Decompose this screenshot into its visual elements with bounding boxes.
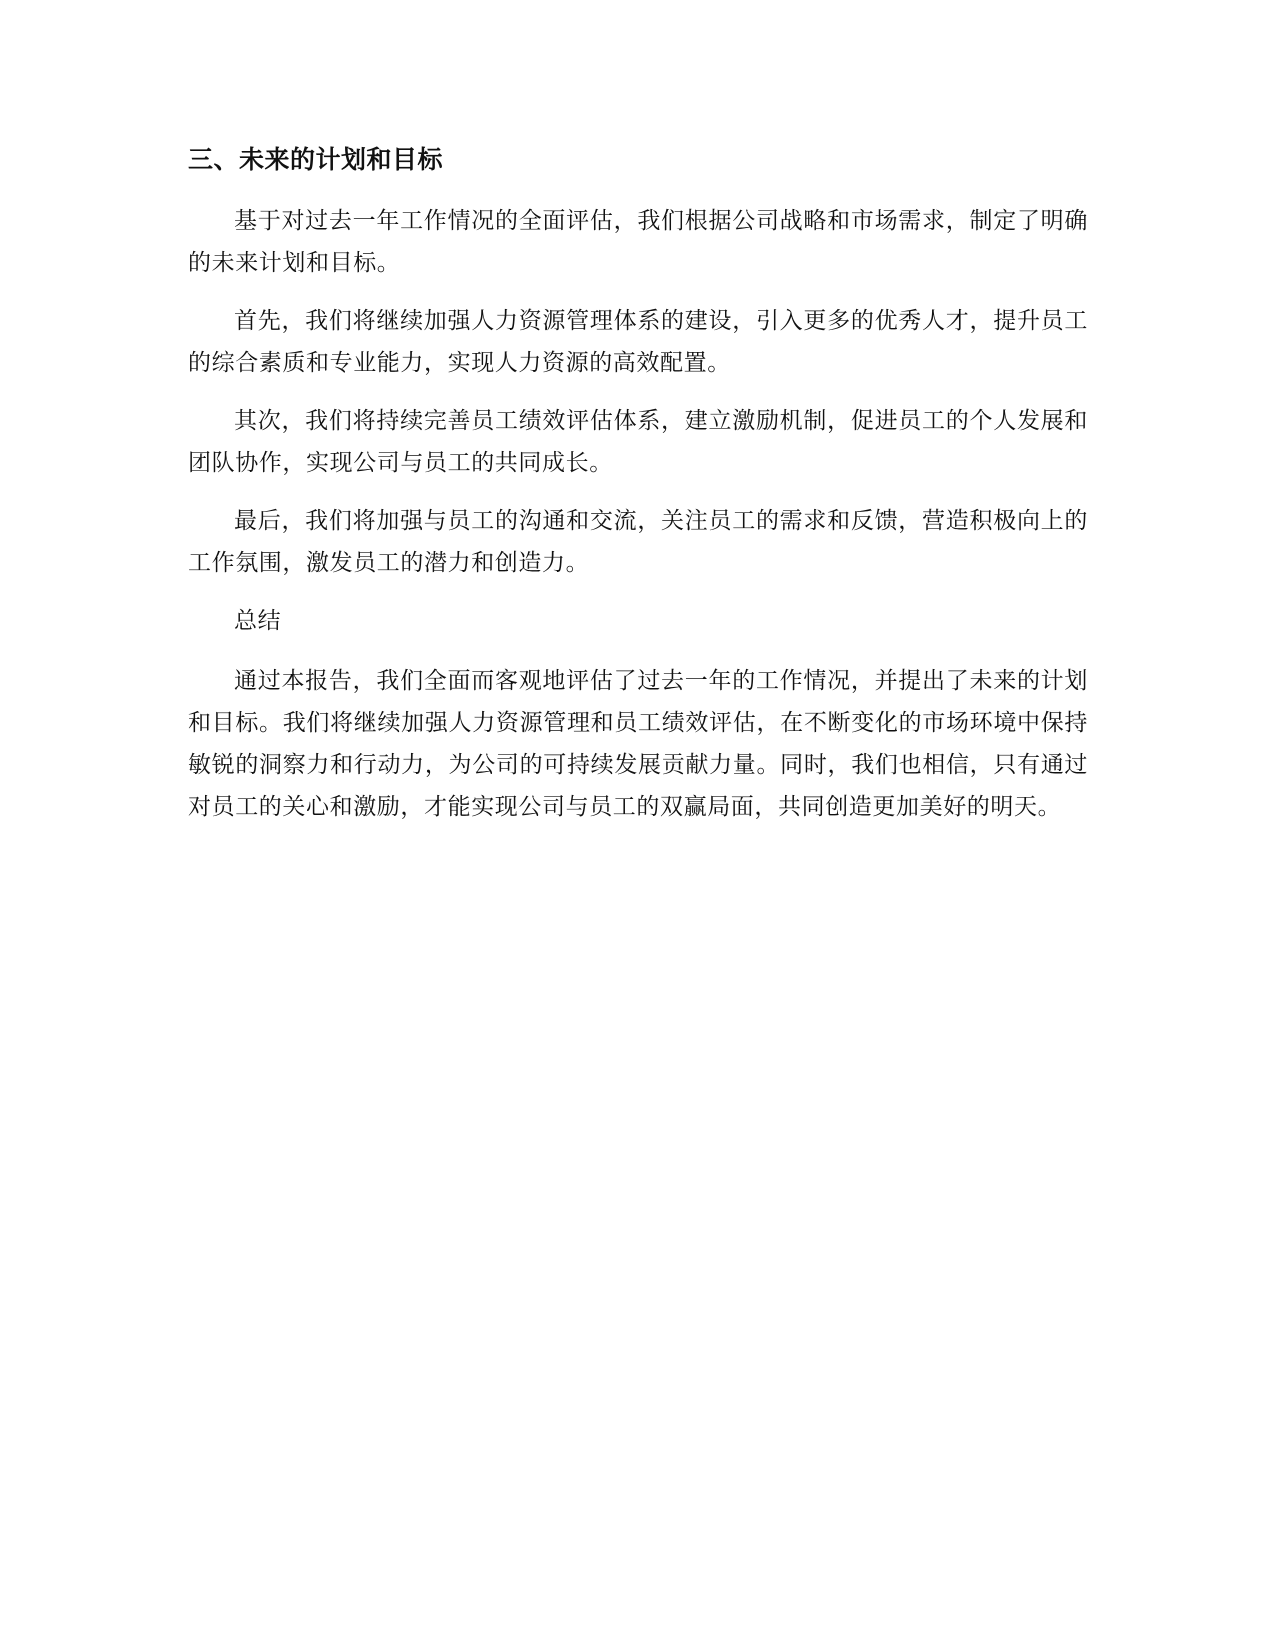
paragraph-first-plan: 首先，我们将继续加强人力资源管理体系的建设，引入更多的优秀人才，提升员工的综合素质和专业能力，实现人力资源的高效配置。 bbox=[188, 308, 1088, 376]
paragraph-overview: 基于对过去一年工作情况的全面评估，我们根据公司战略和市场需求，制定了明确的未来计划和目标。 bbox=[188, 208, 1088, 276]
paragraph-second-plan: 其次，我们将持续完善员工绩效评估体系，建立激励机制，促进员工的个人发展和团队协作，实现公司与员工的共同成长。 bbox=[188, 408, 1088, 476]
summary-label: 总结 bbox=[234, 608, 282, 634]
summary-paragraph: 通过本报告，我们全面而客观地评估了过去一年的工作情况，并提出了未来的计划和目标。我们将继续加强人力资源管理和员工绩效评估，在不断变化的市场环境中保持敏锐的洞察力和行动力，为公司的可持续发展贡献力量。同时，我们也相信，只有通过对员工的关心和激励，才能实现公司与员工的双赢局面，共同创造更加美好的明天。 bbox=[188, 668, 1088, 820]
document-body bbox=[188, 140, 1088, 844]
section-heading: 三、未来的计划和目标 bbox=[188, 145, 444, 174]
paragraph-final-plan: 最后，我们将加强与员工的沟通和交流，关注员工的需求和反馈，营造积极向上的工作氛围，激发员工的潜力和创造力。 bbox=[188, 508, 1088, 576]
